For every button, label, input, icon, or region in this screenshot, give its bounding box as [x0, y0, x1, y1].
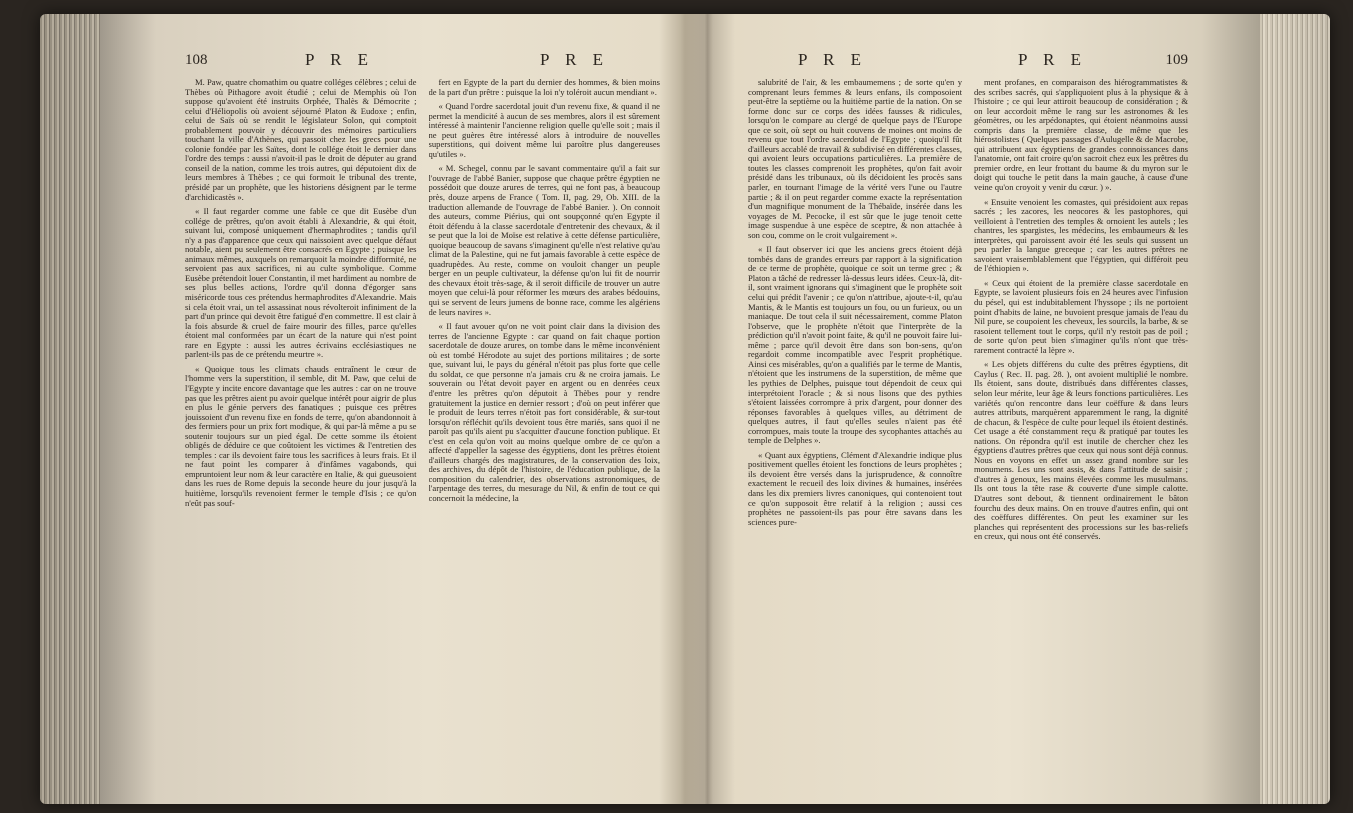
left-page-columns	[185, 78, 660, 768]
book-gutter	[680, 14, 735, 804]
right-column-1	[748, 78, 962, 768]
paragraph: « Les objets différens du culte des prêtres égyptiens, dit Caylus ( Rec. II. pag. 28. ), ont avoient multiplié le nombre. Ils étoient, sans doute, distribués dans différentes classes, selon leur mérite, leur âge & leurs fonctions particulières. Les variétés qu'on rencontre dans leur coëffure & dans leurs autres attributs, marquèrent apparemment le rang, la dignité de chacun, & l'espèce de culte pour lequel ils étoient destinés. Cet usage a été constamment reçu & pratiqué par toutes les nations. On répondra qu'il est inutile de chercher chez les égyptiens d'autres prêtres que ceux qui nous sont déjà connus. Nous en voyons en effet un assez grand nombre sur les monumens. Les uns sont assis, & dans l'attitude de saisir ; d'autres à genoux, les mains élevées comme les musulmans. Ils ont tous la tête rase & couverte d'une simple calotte. D'autres sont debout, & tiennent ordinairement le bâton fourchu des deux mains. On en trouve d'autres enfin, qui ont des coëffures différentes. On peut les examiner sur les planches qui représentent des processions sur les bas-reliefs en creux, qui nous ont été conservés.	[974, 359, 1188, 542]
running-head-right-col2: P R E	[1018, 50, 1088, 69]
paragraph: « Ensuite venoient les comastes, qui présidoient aux repas sacrés ; les zacores, les neocores & les pastophores, qui veilloient à l'entretien des temples & ornoient les autels ; les chantres, les spargistes, les médecins, les embaumeurs & les interprètes, qui paroissent avoir été les seuls qui sussent un peu parler la langue greceque ; car les autres prêtres ne savoient vraisemblablement que l'égyptien, qui différoit peu de l'éthiopien ».	[974, 196, 1188, 274]
paragraph: salubrité de l'air, & les embaumemens ; de sorte qu'en y comprenant leurs femmes & leurs enfans, ils composoient peut-être la septième ou la huitième partie de la nation. On se forme donc sur ce corps des idées fausses & ridicules, lorsqu'on le compare au clergé de quelque pays de l'Europe que ce soit, où sept ou huit couvens de moines ont moins de revenu que tout l'ordre sacerdotal de l'Egypte ; quoiqu'il fût d'ailleurs accablé de travail & subdivisé en différentes classes, qui avoient leurs occupations particulières. La première de toutes les classes comprenoit les prophètes, qu'on fait avoir présidé dans les tribunaux, où ils décidoient les procès sans parler, en tournant l'image de la vérité vers l'une ou l'autre partie ; & il on peut regarder comme exacte la représentation d'un magnifique monument de la Thébaïde, insérée dans les voyages de M. Pecocke, il est sûr que le juge tenoit cette image suspendue à une espèce de sceptre, & non attachée à son cou, comme on le croit vulgairement ».	[748, 78, 962, 240]
paragraph: ment profanes, en comparaison des hiérogrammatistes & des scribes sacrés, qui s'appliquoient plus à la physique & à l'histoire ; ce qui leur attiroit beaucoup de considération ; & on leur accordoit même le rang sur les astronomes & les géomètres, ou les arpédonaptes, qui étoient néanmoins aussi compris dans la première classe, de même que les hiérostolistes ( Quelques passages d'Aulugelle & de Macrobe, qui attribuent aux égyptiens de grandes connoissances dans l'anatomie, ont fait croire qu'on sacroit chez eux les prêtres du premier ordre, en leur frottant du baume & du myron sur le doigt qui touche le petit dans la main gauche, à cause d'une veine qu'on croyoit y venir du cœur. ) ».	[974, 78, 1188, 193]
page-number-right: 109	[1165, 52, 1188, 68]
paragraph: M. Paw, quatre chomathim ou quatre colléges célèbres ; celui de Thèbes où Pithagore avoit étudié ; celui de Memphis où l'on suppose qu'avoient été instruits Orphée, Thalès & Démocrite ; celui d'Héliopolis où avoient séjourné Platon & Eudoxe ; enfin, celui de Saïs où se rendit le législateur Solon, qui comptoit probablement pouvoir y découvrir des mémoires particuliers touchant la ville d'Athènes, qui passoit chez les grecs pour une colonie fondée par les Saïtes, dont le collége étoit le dernier dans l'ordre des temps : aussi n'avoit-il pas le droit de députer au grand conseil de la nation, comme les trois autres, qui députoient dix de leurs membres à Thèbes ; ce qui formoit le tribunal des trente, présidé par un prophète, que les historiens désignent par le terme d'archidicastès ».	[185, 78, 417, 202]
right-page-header	[748, 52, 1188, 74]
page-edges-left	[40, 14, 100, 804]
page-number-left: 108	[185, 52, 208, 68]
paragraph: « Il faut avouer qu'on ne voit point clair dans la division des terres de l'ancienne Egypte : car quand on fait chaque portion sacerdotale de douze arures, on tombe dans le même inconvénient où est tombé Hérodote au sujet des portions militaires ; de sorte que, suivant lui, le pays du général n'étoit pas plus forte que celle du soldat, ce que personne n'a jamais cru & ne croira jamais. Le souverain ou l'état devoit payer en argent ou en denrées ceux d'entre les prêtres qu'on députoit à Thèbes pour y rendre gratuitement la justice en dernier ressort ; d'où on peut inférer que le produit de leurs terres n'étoit pas fort considérable, & sur-tout lorsqu'on réfléchit qu'ils devoient tous être mariés, sans quoi il ne paroît pas qu'ils aient pu s'acquitter d'aucune fonction publique. Et c'est en cela qu'on voit au moins quelque ombre de ce qu'on a affecté d'appeller la sagesse des égyptiens, dont les prêtres étoient d'ailleurs chargés des magistratures, de la conservation des loix, des archives, du dépôt de l'histoire, de l'éducation publique, de la composition du calendrier, des observations astronomiques, de l'arpentage des terres, du mesurage du Nil, & enfin de tout ce qui concernoit la médecine, la	[428, 321, 660, 503]
right-column-2	[974, 78, 1188, 768]
running-head-left: P R E	[305, 50, 375, 69]
paragraph: « Il faut observer ici que les anciens grecs étoient déjà tombés dans de grandes erreurs par rapport à la signification de ce terme de prophète, quoique ce soit un terme grec ; & Platon a tâché de redresser là-dessus leurs idées. Ceux-là, dit-il, sont vraiment ignorans qui s'imaginent que le prophète soit celui qui prédit l'avenir ; ce qu'on n'attribue, ajoute-t-il, qu'au Mantis, & le Mantis est toujours un fou, ou un furieux, ou un maniaque. De tout cela il suit nécessairement, comme Platon l'observe, que le prophète n'étoit que l'interprète de la prédiction qu'il n'avoit point faite, & qu'il ne pouvoit faire lui-même ; parce qu'il devoit être dans son bon-sens, qu'on regardoit comme incompatible avec l'esprit prophétique. Ainsi ces misérables, qu'on a qualifiés par le terme de Mantis, n'étoient que les instrumens de la superstition, de même que les pythies de Delphes, puisque tout dépendoit de ceux qui interprétoient l'oracle ; & si nous lisons que des pythies s'étoient laissées corrompre à prix d'argent, pour donner des réponses favorables à quelques villes, au détriment de quelques autres, il faut qu'elles seules n'aient pas été corrompues, mais toute la troupe des sycophantes attachés au temple de Delphes ».	[748, 244, 962, 446]
left-column-2	[429, 78, 661, 768]
right-page	[748, 50, 1188, 542]
paragraph: « M. Schegel, connu par le savant commentaire qu'il a fait sur l'ouvrage de l'abbé Banier, suppose que chaque prêtre égyptien ne possédoit que douze arures de terres, qui ne font pas, à beaucoup près, douze arpens de France ( Tom. II, pag. 29, Ob. XIII. de la traduction allemande de l'ouvrage de l'abbé Banier. ). On connoit des auteurs, comme Piérius, qui ont soupçonné qu'en Egypte il étoit défendu à la classe sacerdotale d'entretenir des chevaux, & il se peut que la loi de Moïse est relative à cette défense particulière, quoique beaucoup de savans s'imaginent qu'elle n'est relative qu'au climat de la Palestine, qui ne fut jamais favorable à cette espèce de quadrupèdes. Au reste, comme on vouloit changer un peuple berger en un peuple cultivateur, la défense qu'on lui fit de nourrir des chevaux étoit très-sage, & il seroit difficile de trouver un autre moyen que celui-là pour réformer les mœurs des arabes bédouins, qui se servent de leurs jumens de bonne race, comme les algériens de leurs navires ».	[428, 163, 660, 317]
paragraph: « Quoique tous les climats chauds entraînent le cœur de l'homme vers la superstition, il semble, dit M. Paw, que celui de l'Egypte y incite encore davantage que les autres : car on ne trouve pas que les prêtres aient pu avoir quelque intérêt pour aigrir de plus en plus le génie pervers des fanatiques ; puisque ces prêtres jouissoient d'un revenu fixe en fonds de terre, qu'on abandonnoit à des fermiers pour un prix fort modique, & qui par-là même a pu se soutenir toujours sur un pied égal. De cette somme ils étoient obligés de déduire ce que coûtoient les victimes & l'entretien des temples : car ils devoient faire tous les sacrifices à leurs frais. Et il ne faut point les comparer à d'infâmes vagabonds, qui empruntoient leur nom & leur caractère en Italie, & qui gueusoient dans les rues de Rome depuis la seconde heure du jour jusqu'à la huitième, lorsqu'ils revenoient fermer le temple d'Isis ; ce qu'on n'eût pas souf-	[185, 363, 417, 508]
paragraph: « Il faut regarder comme une fable ce que dit Eusèbe d'un collége de prêtres, qu'on avoit établi à Alexandrie, & qui étoit, suivant lui, composé uniquement d'hermaphrodites ; tandis qu'il n'y a pas d'apparence que ceux qui naissoient avec quelque défaut notable, aient pu seulement être consacrés en Egypte ; puisque les animaux mêmes, auxquels on remarquoit la moindre difformité, ne servoient pas aux sacrifices, ni au culte symbolique. Comme Eusèbe prétendoit louer Constantin, il met hardiment au nombre de ses plus belles actions, l'ordre qu'il donna d'égorger sans miséricorde tous ces prétendus hermaphrodites d'Alexandrie. Mais si cela étoit vrai, un tel assassinat nous révolteroit infiniment de la part d'un prince qui devoit être fatigué d'en commettre. Il est clair à la fois absurde & cruel de faire mourir des filles, parce qu'elles étoient mal conformées par un écart de la nature qui n'est point rare en Egypte : aussi les autres écrivains ecclésiastiques ne parlent-ils pas de ce prétendu meurtre ».	[185, 206, 417, 360]
paragraph: « Quand l'ordre sacerdotal jouit d'un revenu fixe, & quand il ne permet la mendicité à aucun de ses membres, alors il est sûrement intéressé à maintenir l'ancienne religion quelle qu'elle soit ; mais il ne peut guères être intéressé alors à introduire de nouvelles superstitions, qui doivent même lui paroître plus dangereuses qu'utiles ».	[428, 101, 660, 159]
left-column-1	[185, 78, 417, 768]
running-head-left-col2: P R E	[540, 50, 610, 69]
paragraph: fert en Egypte de la part du dernier des hommes, & bien moins de la part d'un prêtre : puisque la loi n'y toléroit aucun mendiant ».	[428, 78, 660, 97]
left-page	[185, 50, 660, 508]
paragraph: « Ceux qui étoient de la première classe sacerdotale en Egypte, se lavoient plusieurs fois en 24 heures avec l'infusion du pésel, qui est indubitablement l'hyssope ; ils ne portoient point d'habits de laine, ne buvoient presque jamais de l'eau du Nil pure, se coupoient les cheveux, les sourcils, la barbe, & se rasoient tellement tout le corps, qu'il n'y restoit pas de poil ; de sorte qu'on peut bien s'imaginer qu'ils n'ont que très-rarement contracté la lèpre ».	[974, 277, 1188, 355]
left-page-header	[185, 52, 660, 74]
paragraph: « Quant aux égyptiens, Clément d'Alexandrie indique plus positivement quelles étoient les fonctions de leurs prophètes ; ils devoient être versés dans la jurisprudence, & connoître exactement le recueil des loix divines & humaines, insérées dans les dix premiers livres canoniques, qui contenoient tout ce qu'on supposoit être relatif à la religion ; aussi ces prophètes ne passoient-ils pas pour être savans dans les sciences pure-	[748, 449, 962, 527]
running-head-right: P R E	[798, 50, 868, 69]
right-page-columns	[748, 78, 1188, 768]
page-edges-right	[1260, 14, 1330, 804]
